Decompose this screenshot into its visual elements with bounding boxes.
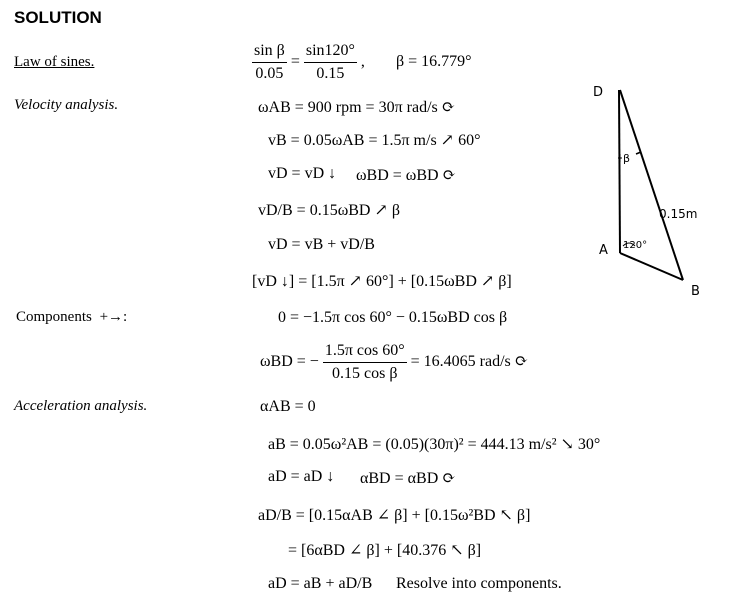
components-text: Components — [16, 309, 92, 325]
beta-result: β = 16.779° — [396, 53, 472, 70]
omega-bd-lhs: ωBD = − — [260, 353, 319, 371]
v-d-vector-equation: [vD ↓] = [1.5π ↗ 60°] + [0.15ωBD ↗ β] — [252, 273, 512, 290]
a-b-equation: aB = 0.05ω²AB = (0.05)(30π)² = 444.13 m/s² ↘ 30° — [268, 436, 601, 453]
omega-bd-definition: ωBD = ωBD ⟳ — [356, 167, 456, 184]
components-symbol: +→: — [99, 309, 128, 325]
acceleration-analysis-label: Acceleration analysis. — [14, 398, 148, 414]
alpha-ab-equation: αAB = 0 — [260, 398, 316, 415]
omega-bd-den: 0.15 cos β — [331, 365, 398, 382]
resolve-text: Resolve into components. — [396, 575, 562, 592]
v-d-sum-equation: vD = vB + vD/B — [268, 236, 375, 253]
label-a: A — [599, 243, 608, 258]
omega-bd-solution — [260, 342, 528, 383]
a-d-equation: aD = aD ↓ — [268, 468, 335, 485]
law-of-sines-equation — [252, 42, 365, 83]
sines-lhs-den: 0.05 — [255, 65, 284, 82]
sines-rhs-num: sin120° — [304, 42, 357, 63]
component-equation: 0 = −1.5π cos 60° − 0.15ωBD cos β — [278, 309, 508, 326]
linkage-diagram — [585, 78, 720, 303]
label-d: D — [593, 85, 604, 100]
omega-bd-num: 1.5π cos 60° — [323, 342, 407, 363]
link-ad — [619, 90, 620, 253]
a-db-equation-2: = [6αBD ∠ β] + [40.376 ↖ β] — [288, 542, 482, 559]
label-b: B — [691, 284, 700, 299]
omega-bd-fraction — [323, 342, 407, 383]
a-d-sum-equation: aD = aB + aD/B — [268, 575, 373, 592]
omega-bd-result: = 16.4065 rad/s ⟳ — [410, 353, 529, 371]
solution-heading: SOLUTION — [14, 8, 102, 27]
label-beta: β — [623, 152, 631, 165]
components-label — [16, 309, 127, 326]
v-b-equation: vB = 0.05ωAB = 1.5π m/s ↗ 60° — [268, 132, 481, 149]
sines-rhs-fraction — [304, 42, 357, 83]
v-d-equation: vD = vD ↓ — [268, 165, 337, 182]
law-of-sines-label: Law of sines. — [14, 54, 95, 70]
link-db — [620, 90, 683, 280]
sines-equals: = — [290, 53, 300, 71]
v-db-equation: vD/B = 0.15ωBD ↗ β — [258, 202, 400, 219]
sines-lhs-fraction — [252, 42, 287, 83]
alpha-bd-definition: αBD = αBD ⟳ — [360, 470, 456, 487]
a-db-equation: aD/B = [0.15αAB ∠ β] + [0.15ω²BD ↖ β] — [258, 507, 531, 524]
label-angle: 120° — [623, 240, 648, 251]
sines-lhs-num: sin β — [252, 42, 287, 63]
link-ab — [620, 253, 683, 280]
sines-comma: , — [360, 53, 365, 71]
omega-ab-equation: ωAB = 900 rpm = 30π rad/s ⟳ — [258, 99, 456, 116]
label-length: 0.15m — [659, 207, 698, 221]
velocity-analysis-label: Velocity analysis. — [14, 97, 119, 113]
sines-rhs-den: 0.15 — [316, 65, 345, 82]
